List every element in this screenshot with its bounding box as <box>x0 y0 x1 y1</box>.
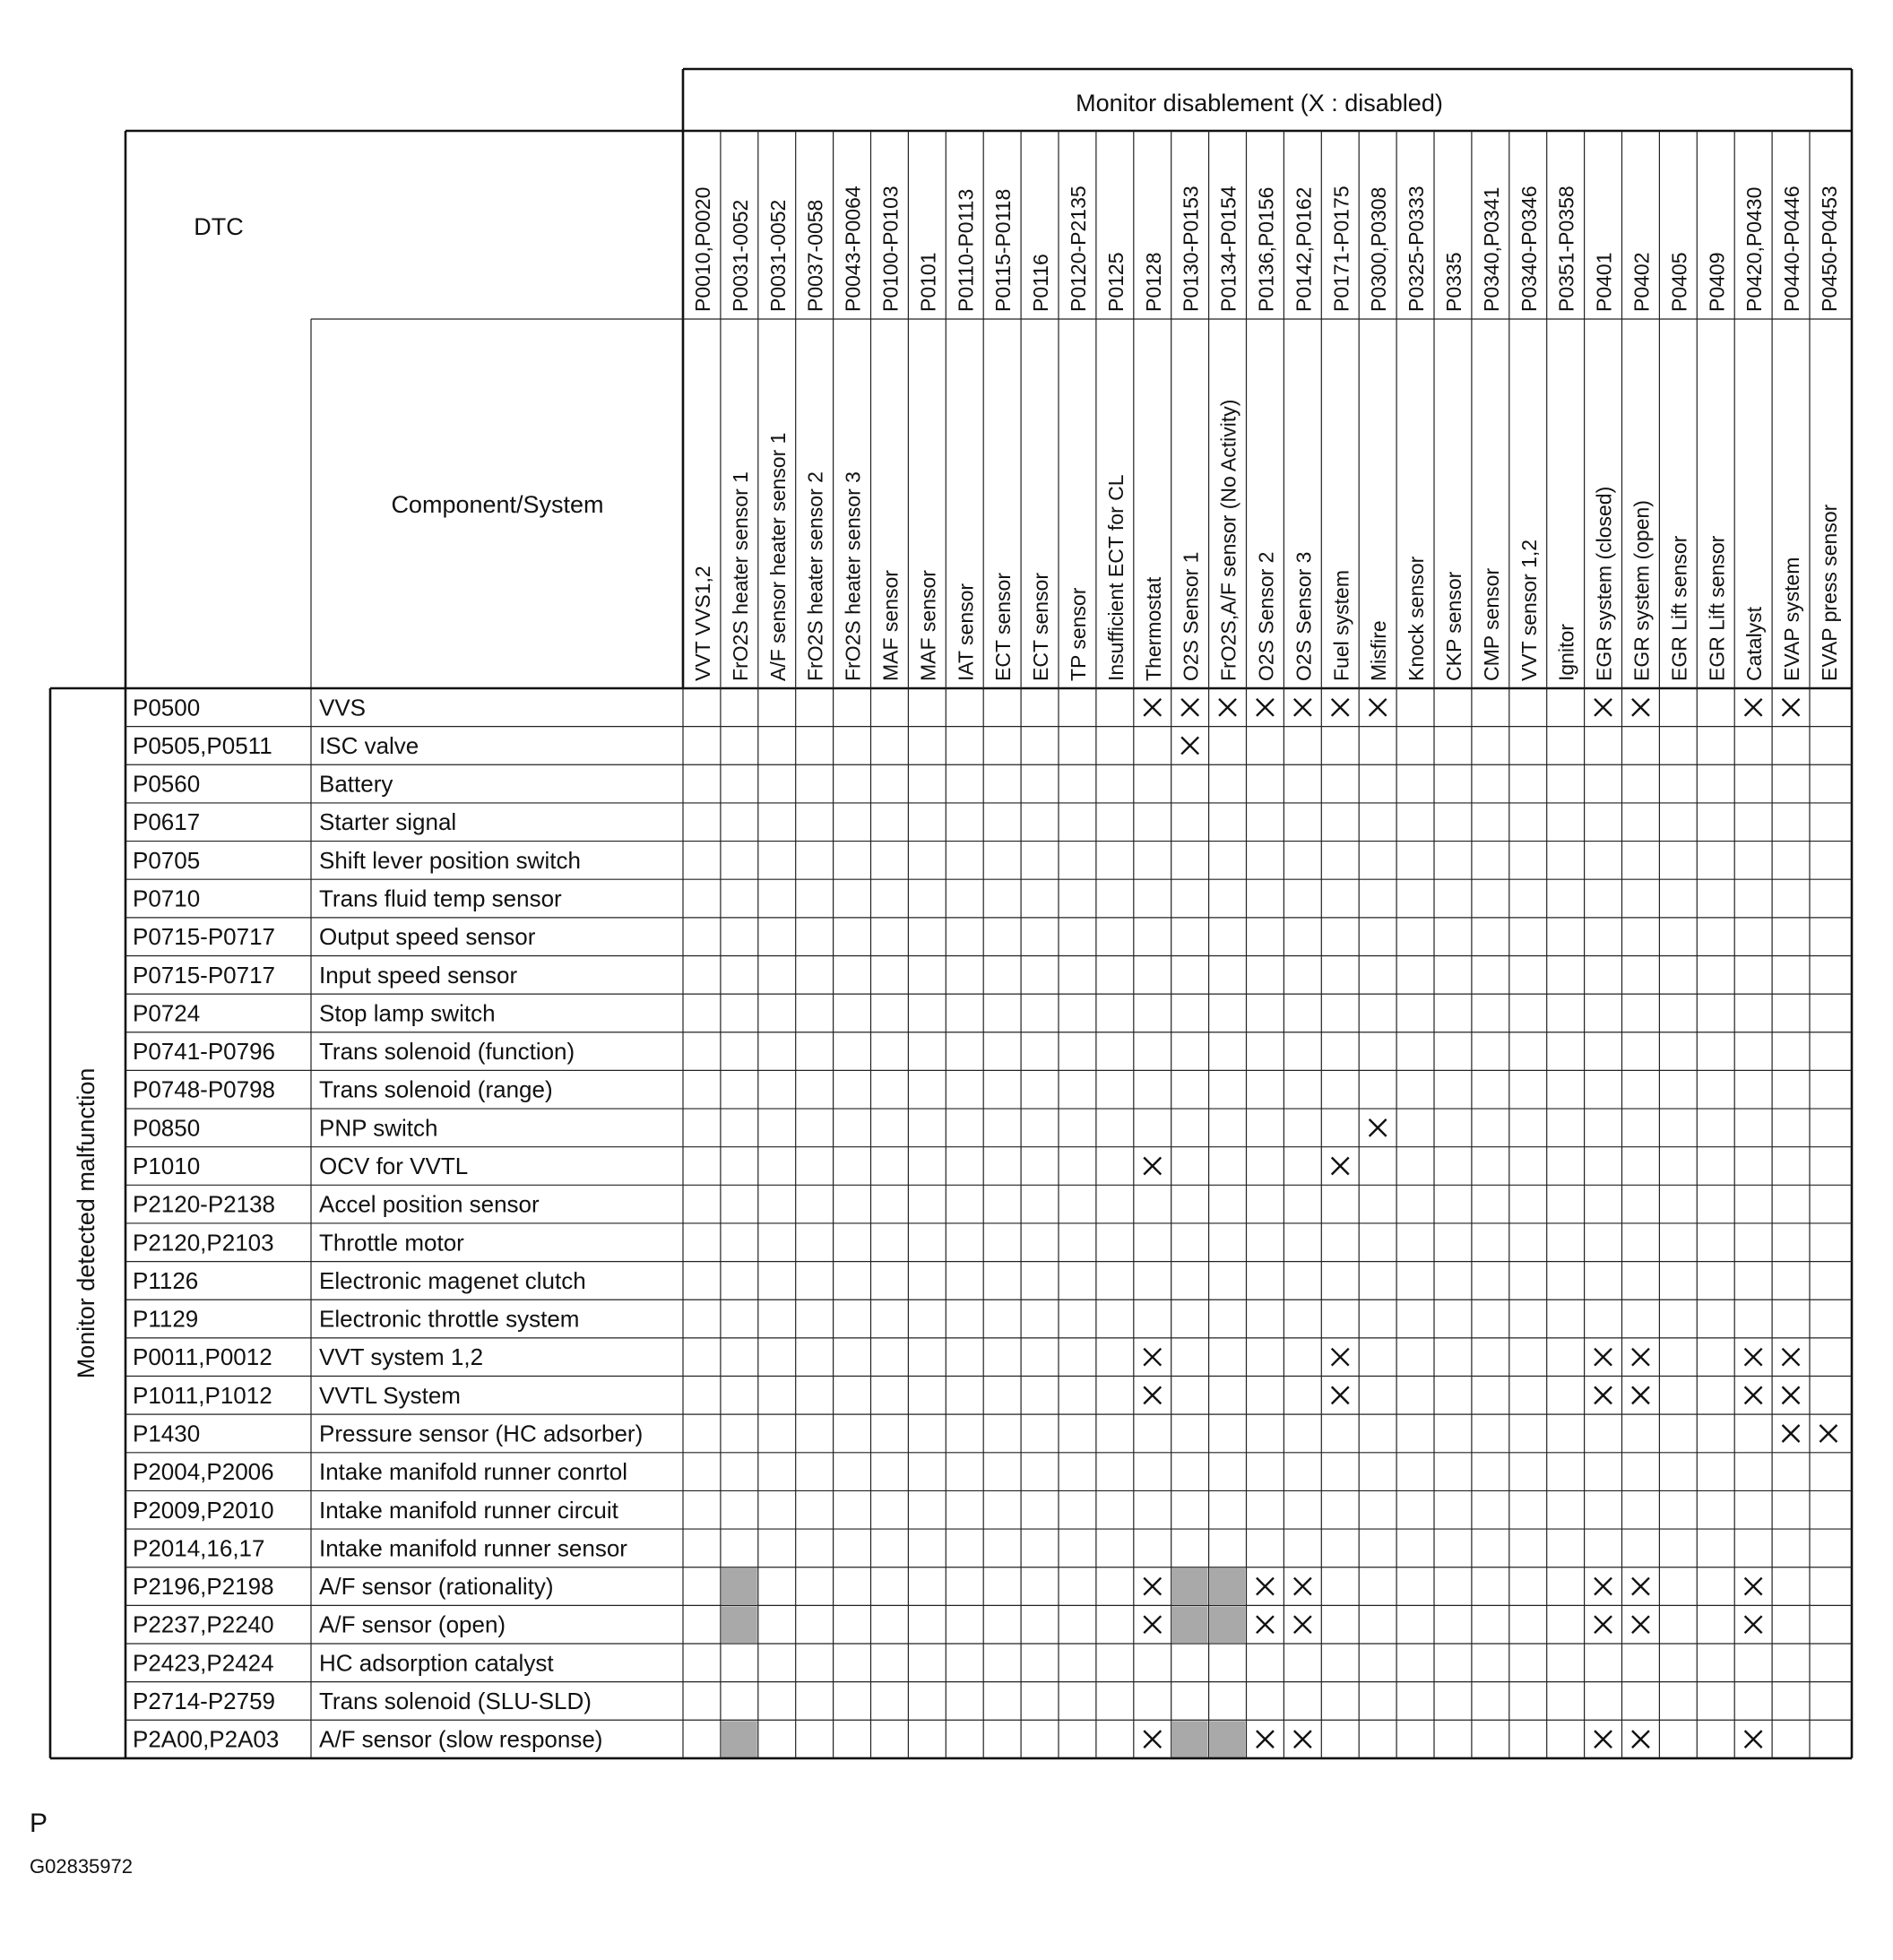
row-component-name: HC adsorption catalyst <box>319 1649 554 1677</box>
disabled-mark <box>1783 1425 1800 1442</box>
column-component-label: Fuel system <box>1329 570 1353 681</box>
row-component-name: VVT system 1,2 <box>319 1343 484 1371</box>
row-dtc-code: P0705 <box>133 846 201 874</box>
column-dtc-label: P0115-P0118 <box>991 188 1016 312</box>
disabled-mark <box>1783 699 1800 716</box>
column-component-label: Ignitor <box>1554 624 1578 681</box>
column-dtc-label: P0142,P0162 <box>1292 186 1316 312</box>
shaded-cell <box>1210 1606 1246 1643</box>
column-component-label: FrO2S heater sensor 2 <box>803 471 827 681</box>
disabled-mark <box>1632 1386 1649 1403</box>
row-dtc-code: P0850 <box>133 1114 201 1142</box>
row-component-name: Throttle motor <box>319 1229 464 1256</box>
disabled-mark <box>1332 1349 1349 1366</box>
disabled-mark <box>1745 699 1762 716</box>
column-dtc-label: P0351-P0358 <box>1554 186 1578 312</box>
disabled-mark <box>1144 1158 1161 1175</box>
disabled-mark <box>1745 1616 1762 1633</box>
row-dtc-code: P0505,P0511 <box>133 731 272 759</box>
shaded-cell <box>1172 1721 1208 1757</box>
row-component-name: Output speed sensor <box>319 923 536 951</box>
column-dtc-label: P0110-P0113 <box>954 188 978 312</box>
disabled-mark <box>1257 699 1274 716</box>
column-component-label: VVT VVS1,2 <box>690 566 714 681</box>
row-dtc-code: P0748-P0798 <box>133 1075 276 1103</box>
column-component-label: FrO2S,A/F sensor (No Activity) <box>1216 399 1240 681</box>
disabled-mark <box>1745 1386 1762 1403</box>
row-dtc-code: P0724 <box>133 999 201 1027</box>
column-dtc-label: P0340-P0346 <box>1517 186 1541 312</box>
row-component-name: Intake manifold runner circuit <box>319 1496 618 1524</box>
column-dtc-label: P0100-P0103 <box>878 186 903 312</box>
column-component-label: FrO2S heater sensor 3 <box>841 471 865 681</box>
column-component-label: ECT sensor <box>991 572 1016 681</box>
footer-letter: P <box>30 1809 48 1838</box>
column-component-label: O2S Sensor 3 <box>1292 551 1316 681</box>
column-dtc-label: P0125 <box>1103 252 1128 312</box>
disabled-mark <box>1257 1578 1274 1595</box>
figure-code: G02835972 <box>30 1855 133 1878</box>
row-component-name: Accel position sensor <box>319 1190 540 1218</box>
row-dtc-code: P2120,P2103 <box>133 1229 274 1256</box>
shaded-cell <box>722 1606 757 1643</box>
column-dtc-label: P0420,P0430 <box>1742 186 1767 312</box>
column-dtc-label: P0300,P0308 <box>1367 186 1391 312</box>
column-dtc-label: P0116 <box>1029 254 1053 312</box>
disabled-mark <box>1294 699 1311 716</box>
row-dtc-code: P1010 <box>133 1153 201 1179</box>
column-dtc-label: P0010,P0020 <box>690 186 714 312</box>
disabled-mark <box>1294 1616 1311 1633</box>
row-dtc-code: P0500 <box>133 694 201 721</box>
column-component-label: Thermostat <box>1141 576 1165 681</box>
disabled-mark <box>1144 1616 1161 1633</box>
disabled-mark <box>1745 1578 1762 1595</box>
row-component-name: Shift lever position switch <box>319 846 581 874</box>
row-component-name: Pressure sensor (HC adsorber) <box>319 1420 644 1447</box>
table-text <box>73 90 1841 1753</box>
row-component-name: A/F sensor (rationality) <box>319 1573 554 1601</box>
row-dtc-code: P0617 <box>133 808 201 836</box>
row-dtc-code: P2714-P2759 <box>133 1687 276 1714</box>
disabled-mark <box>1257 1731 1274 1748</box>
disabled-mark <box>1332 1158 1349 1175</box>
row-component-name: PNP switch <box>319 1114 438 1142</box>
disabled-mark <box>1783 1386 1800 1403</box>
column-component-label: O2S Sensor 1 <box>1179 551 1203 681</box>
disabled-mark <box>1783 1349 1800 1366</box>
row-dtc-code: P2196,P2198 <box>133 1573 274 1601</box>
disabled-mark <box>1632 699 1649 716</box>
disabled-mark <box>1745 1731 1762 1748</box>
row-component-name: VVTL System <box>319 1381 461 1409</box>
column-dtc-label: P0101 <box>916 252 940 312</box>
row-dtc-code: P2009,P2010 <box>133 1496 274 1524</box>
column-dtc-label: P0450-P0453 <box>1817 186 1841 312</box>
column-component-label: Catalyst <box>1742 606 1767 681</box>
row-dtc-code: P1126 <box>133 1266 199 1294</box>
row-component-name: A/F sensor (slow response) <box>319 1725 603 1753</box>
column-dtc-label: P0031-0052 <box>765 199 790 312</box>
shaded-cell <box>1210 1568 1246 1605</box>
disabled-mark <box>1332 1386 1349 1403</box>
disabled-mark <box>1595 1616 1612 1633</box>
column-dtc-label: P0031-0052 <box>728 199 752 312</box>
column-dtc-label: P0128 <box>1141 252 1165 312</box>
row-dtc-code: P2A00,P2A03 <box>133 1725 280 1753</box>
row-dtc-code: P2004,P2006 <box>133 1458 274 1486</box>
column-component-label: CMP sensor <box>1479 567 1503 681</box>
disabled-mark <box>1294 1578 1311 1595</box>
row-component-name: OCV for VVTL <box>319 1153 469 1179</box>
column-dtc-label: P0402 <box>1629 252 1654 312</box>
disabled-mark <box>1219 699 1236 716</box>
row-component-name: Starter signal <box>319 808 457 836</box>
component-system-header-label: Component/System <box>391 491 604 518</box>
column-component-label: EGR Lift sensor <box>1667 535 1691 681</box>
shaded-cell <box>1172 1606 1208 1643</box>
row-component-name: Trans solenoid (function) <box>319 1038 575 1066</box>
column-dtc-label: P0120-P2135 <box>1066 186 1090 312</box>
disabled-mark <box>1144 1578 1161 1595</box>
row-dtc-code: P0741-P0796 <box>133 1038 276 1066</box>
shaded-cell <box>722 1721 757 1757</box>
disabled-mark <box>1144 1731 1161 1748</box>
row-dtc-code: P2014,16,17 <box>133 1534 265 1562</box>
row-dtc-code: P0560 <box>133 770 201 798</box>
column-dtc-label: P0130-P0153 <box>1179 186 1203 312</box>
shaded-cell <box>1210 1721 1246 1757</box>
column-dtc-label: P0405 <box>1667 252 1691 312</box>
column-component-label: Insufficient ECT for CL <box>1103 474 1128 681</box>
disabled-mark <box>1370 699 1387 716</box>
column-component-label: VVT sensor 1,2 <box>1517 539 1541 681</box>
disabled-mark <box>1294 1731 1311 1748</box>
row-dtc-code: P0011,P0012 <box>133 1343 272 1371</box>
column-dtc-label: P0325-P0333 <box>1405 186 1429 312</box>
disabled-mark <box>1595 1578 1612 1595</box>
row-component-name: Trans solenoid (range) <box>319 1075 553 1103</box>
column-dtc-label: P0171-P0175 <box>1329 186 1353 312</box>
column-component-label: O2S Sensor 2 <box>1254 551 1278 681</box>
disabled-mark <box>1332 699 1349 716</box>
row-dtc-code: P0715-P0717 <box>133 923 276 951</box>
disabled-mark <box>1181 737 1198 754</box>
row-component-name: Battery <box>319 770 393 798</box>
row-dtc-code: P1011,P1012 <box>133 1381 272 1409</box>
monitor-disablement-title: Monitor disablement (X : disabled) <box>1076 90 1443 117</box>
column-component-label: EGR Lift sensor <box>1705 535 1729 681</box>
row-component-name: Electronic throttle system <box>319 1305 580 1333</box>
row-dtc-code: P2237,P2240 <box>133 1610 274 1638</box>
disabled-mark <box>1144 699 1161 716</box>
row-dtc-code: P0715-P0717 <box>133 961 276 989</box>
row-component-name: A/F sensor (open) <box>319 1610 506 1638</box>
row-dtc-code: P2120-P2138 <box>133 1190 276 1218</box>
row-component-name: Trans solenoid (SLU-SLD) <box>319 1687 592 1714</box>
shaded-cell <box>1172 1568 1208 1605</box>
column-dtc-label: P0409 <box>1705 252 1729 312</box>
row-component-name: Input speed sensor <box>319 961 518 989</box>
disabled-mark <box>1632 1349 1649 1366</box>
disabled-mark <box>1257 1616 1274 1633</box>
disabled-mark <box>1595 1386 1612 1403</box>
column-dtc-label: P0037-0058 <box>803 199 827 312</box>
row-component-name: Stop lamp switch <box>319 999 496 1027</box>
disabled-mark <box>1595 1349 1612 1366</box>
column-dtc-label: P0440-P0446 <box>1780 186 1804 312</box>
row-dtc-code: P0710 <box>133 885 201 912</box>
row-dtc-code: P2423,P2424 <box>133 1649 274 1677</box>
column-component-label: IAT sensor <box>954 583 978 681</box>
column-dtc-label: P0134-P0154 <box>1216 186 1240 312</box>
row-dtc-code: P1430 <box>133 1420 201 1447</box>
column-dtc-label: P0401 <box>1592 252 1616 312</box>
row-component-name: Intake manifold runner conrtol <box>319 1458 627 1486</box>
column-component-label: EVAP press sensor <box>1817 504 1841 681</box>
column-component-label: MAF sensor <box>878 570 903 681</box>
row-dtc-code: P1129 <box>133 1305 199 1333</box>
row-component-name: VVS <box>319 694 367 721</box>
column-component-label: A/F sensor heater sensor 1 <box>765 432 790 681</box>
row-component-name: ISC valve <box>319 731 419 759</box>
column-component-label: EGR system (open) <box>1629 500 1654 681</box>
disabled-mark <box>1144 1386 1161 1403</box>
column-component-label: CKP sensor <box>1441 571 1465 681</box>
disabled-mark <box>1745 1349 1762 1366</box>
column-dtc-label: P0340,P0341 <box>1479 186 1503 312</box>
column-component-label: Misfire <box>1367 620 1391 681</box>
column-dtc-label: P0335 <box>1441 252 1465 312</box>
column-component-label: ECT sensor <box>1029 572 1053 681</box>
disabled-mark <box>1181 699 1198 716</box>
column-component-label: EGR system (closed) <box>1592 486 1616 681</box>
row-component-name: Trans fluid temp sensor <box>319 885 562 912</box>
disabled-mark <box>1820 1425 1837 1442</box>
column-component-label: TP sensor <box>1066 587 1090 681</box>
dtc-header-label: DTC <box>194 213 244 240</box>
shaded-cell <box>722 1568 757 1605</box>
monitor-detected-malfunction-label: Monitor detected malfunction <box>73 1067 99 1379</box>
disabled-mark <box>1632 1578 1649 1595</box>
column-component-label: Knock sensor <box>1405 556 1429 681</box>
column-component-label: MAF sensor <box>916 570 940 681</box>
disabled-mark <box>1370 1119 1387 1136</box>
column-component-label: EVAP system <box>1780 557 1804 681</box>
row-component-name: Electronic magenet clutch <box>319 1266 586 1294</box>
disabled-mark <box>1595 1731 1612 1748</box>
column-component-label: FrO2S heater sensor 1 <box>728 471 752 681</box>
disabled-mark <box>1632 1731 1649 1748</box>
column-dtc-label: P0136,P0156 <box>1254 186 1278 312</box>
column-dtc-label: P0043-P0064 <box>841 186 865 312</box>
disabled-mark <box>1595 699 1612 716</box>
disabled-mark <box>1144 1349 1161 1366</box>
disabled-mark <box>1632 1616 1649 1633</box>
row-component-name: Intake manifold runner sensor <box>319 1534 627 1562</box>
